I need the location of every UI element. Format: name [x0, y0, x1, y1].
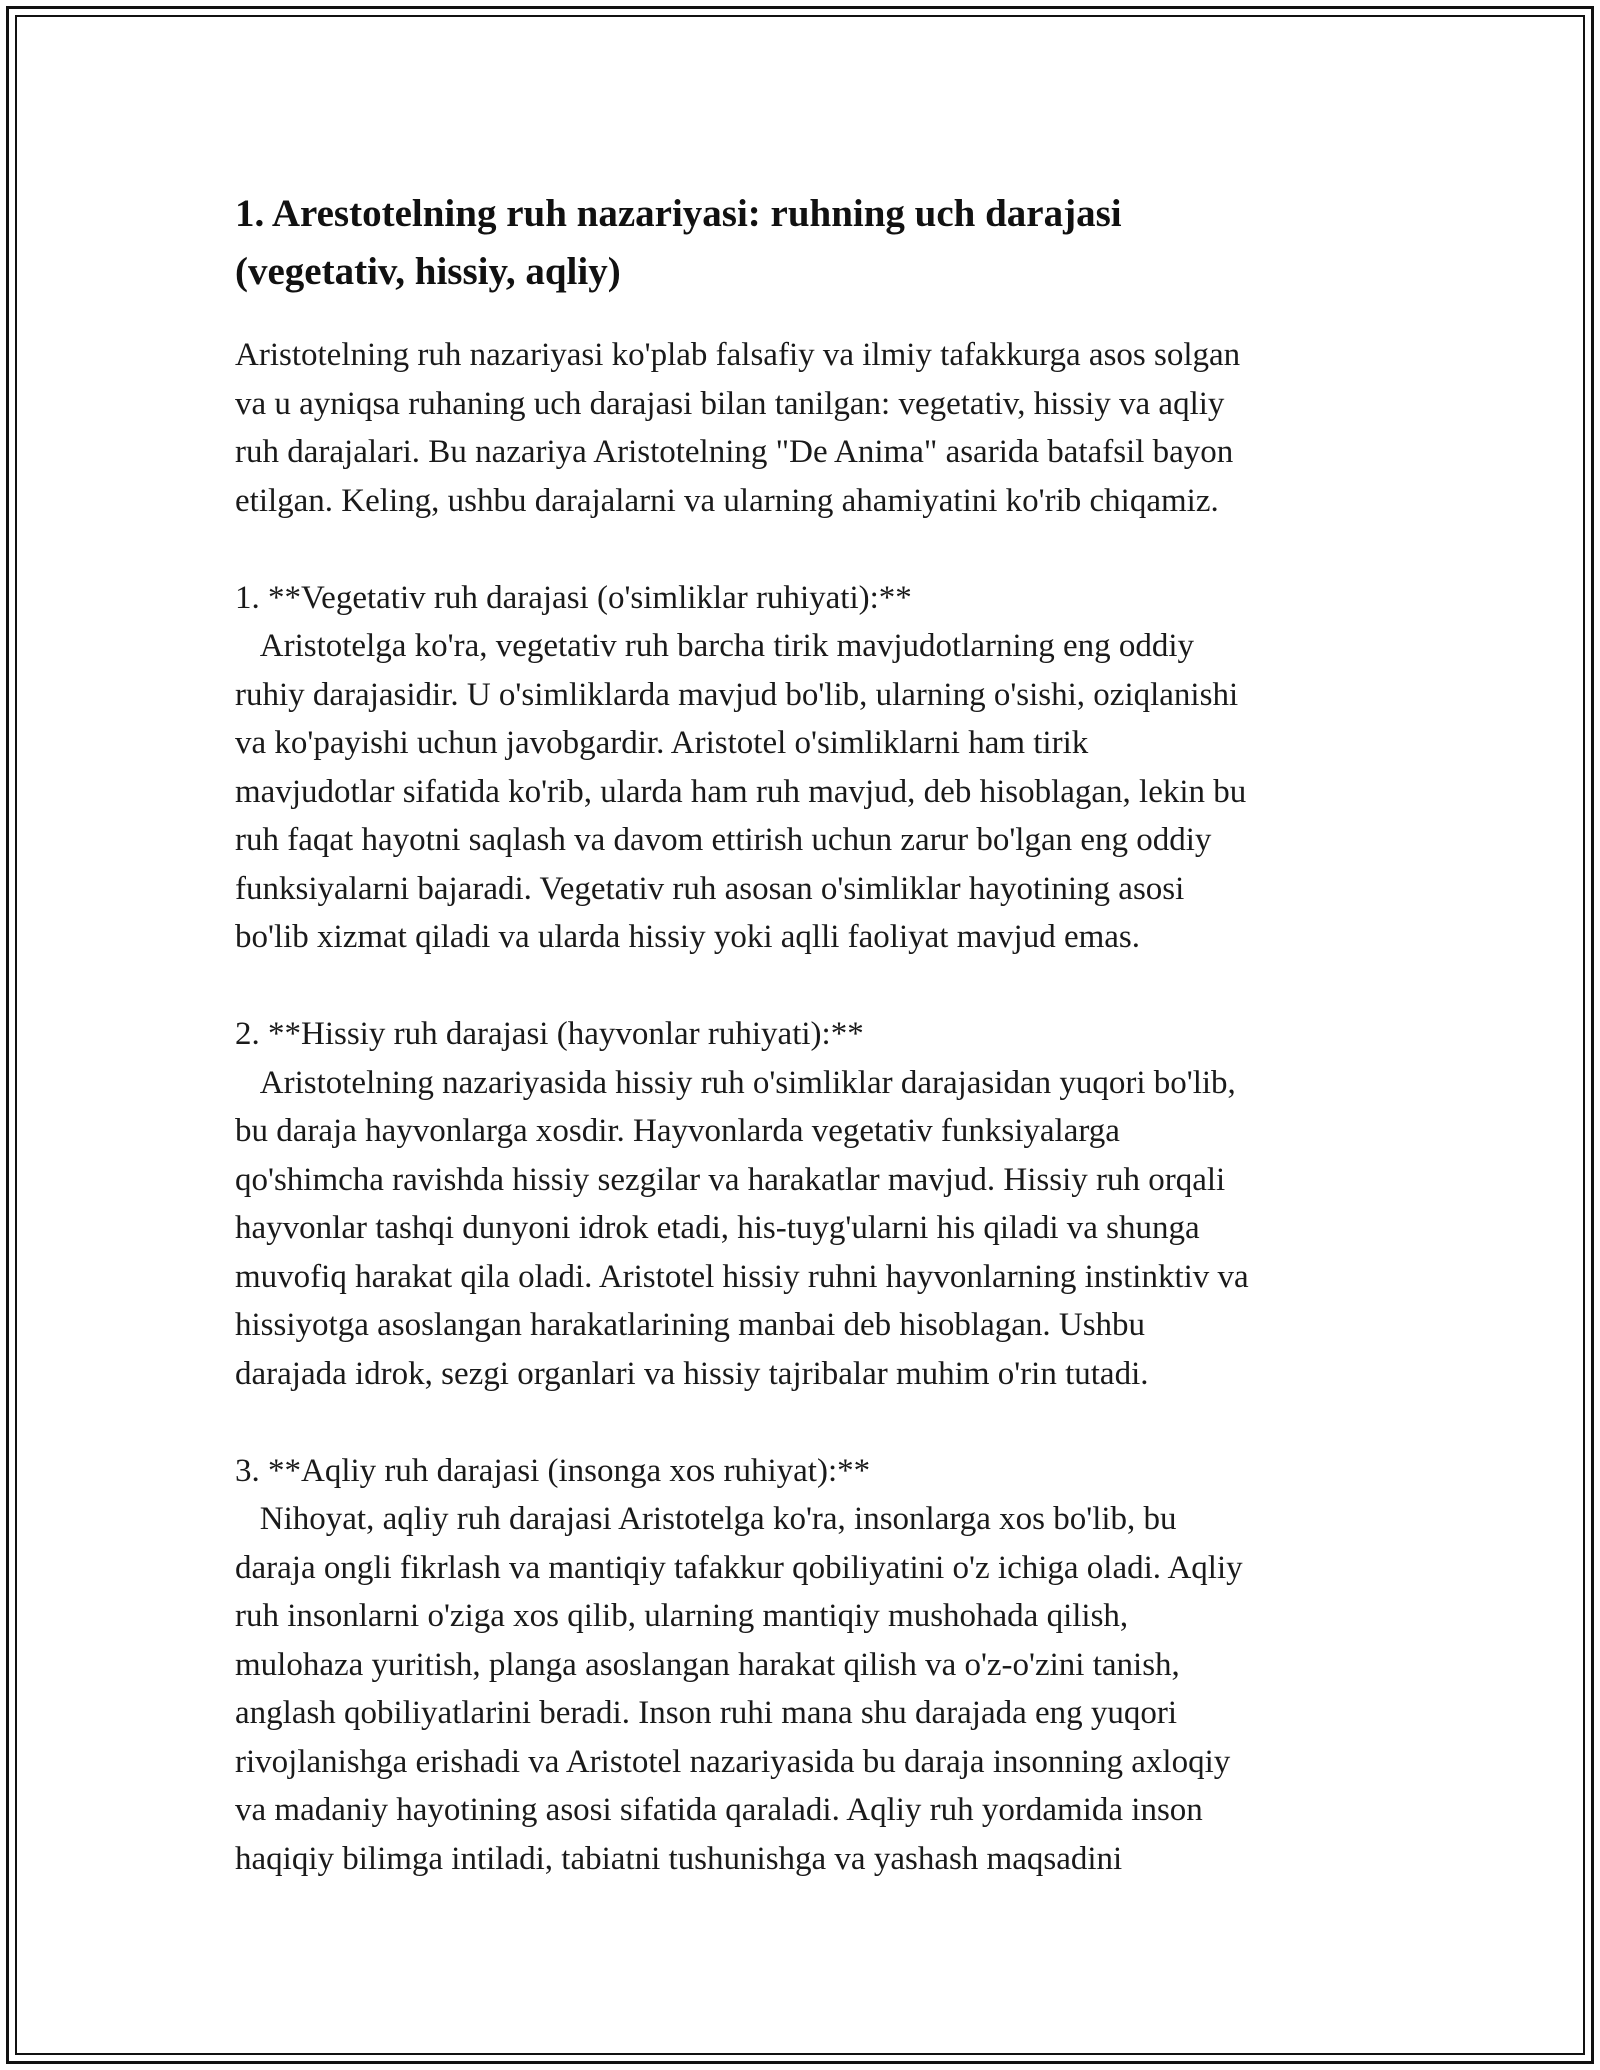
document-page	[235, 185, 1375, 1883]
section-text: Nihoyat, aqliy ruh darajasi Aristotelga ko'ra, insonlarga xos bo'lib, bu daraja ongli fikrlash va mantiqiy tafakkur qobiliyatini o'z ichiga oladi. Aqliy ruh insonlarni o'ziga xos qilib, ularning mantiqiy mushohada qilish, mulohaza yuritish, planga asoslangan harakat qilish va o'z-o'zini tanish, anglash qobiliyatlarini beradi. Inson ruhi mana shu darajada eng yuqori rivojlanishga erishadi va Aristotel nazariyasida bu daraja insonning axloqiy va madaniy hayotining asosi sifatida qaraladi. Aqliy ruh yordamida inson haqiqiy bilimga intiladi, tabiatni tushunishga va yashash maqsadini	[235, 1501, 1243, 1877]
section-rational	[235, 1447, 1375, 1884]
section-vegetative	[235, 574, 1375, 962]
section-heading: 3. **Aqliy ruh darajasi (insonga xos ruhiyat):**	[235, 1452, 871, 1489]
section-heading: 1. **Vegetativ ruh darajasi (o'simliklar ruhiyati):**	[235, 579, 912, 616]
section-heading: 2. **Hissiy ruh darajasi (hayvonlar ruhiyati):**	[235, 1016, 864, 1052]
intro-paragraph: Aristotelning ruh nazariyasi ko'plab falsafiy va ilmiy tafakkurga asos solgan va u ayniqsa ruhaning uch darajasi bilan tanilgan: vegetativ, hissiy va aqliy ruh darajalari. Bu nazariya Aristotelning "De Anima" asarida batafsil bayon etilgan. Keling, ushbu darajalarni va ularning ahamiyatini ko'rib chiqamiz.	[235, 337, 1241, 519]
section-text: Aristotelga ko'ra, vegetativ ruh barcha tirik mavjudotlarning eng oddiy ruhiy darajasidir. U o'simliklarda mavjud bo'lib, ularning o'sishi, oziqlanishi va ko'payishi uchun javobgardir. Aristotel o'simliklarni ham tirik mavjudotlar sifatida ko'rib, ularda ham ruh mavjud, deb hisoblagan, lekin bu ruh faqat hayotni saqlash va davom ettirish uchun zarur bo'lgan eng oddiy funksiyalarni bajaradi. Vegetativ ruh asosan o'simliklar hayotining asosi bo'lib xizmat qiladi va ularda hissiy yoki aqlli faoliyat mavjud emas.	[235, 628, 1247, 955]
document-title: 1. Arestotelning ruh nazariyasi: ruhning uch darajasi (vegetativ, hissiy, aqliy)	[235, 192, 1122, 293]
section-text: Aristotelning nazariyasida hissiy ruh o'simliklar darajasidan yuqori bo'lib, bu daraja hayvonlarga xosdir. Hayvonlarda vegetativ funksiyalarga qo'shimcha ravishda hissiy sezgilar va harakatlar mavjud. Hissiy ruh orqali hayvonlar tashqi dunyoni idrok etadi, his-tuyg'ularni his qiladi va shunga muvofiq harakat qila oladi. Aristotel hissiy ruhni hayvonlarning instinktiv va hissiyotga asoslangan harakatlarining manbai deb hisoblagan. Ushbu darajada idrok, sezgi organlari va hissiy tajribalar muhim o'rin tutadi.	[235, 1064, 1249, 1392]
section-sensitive	[235, 1010, 1375, 1398]
